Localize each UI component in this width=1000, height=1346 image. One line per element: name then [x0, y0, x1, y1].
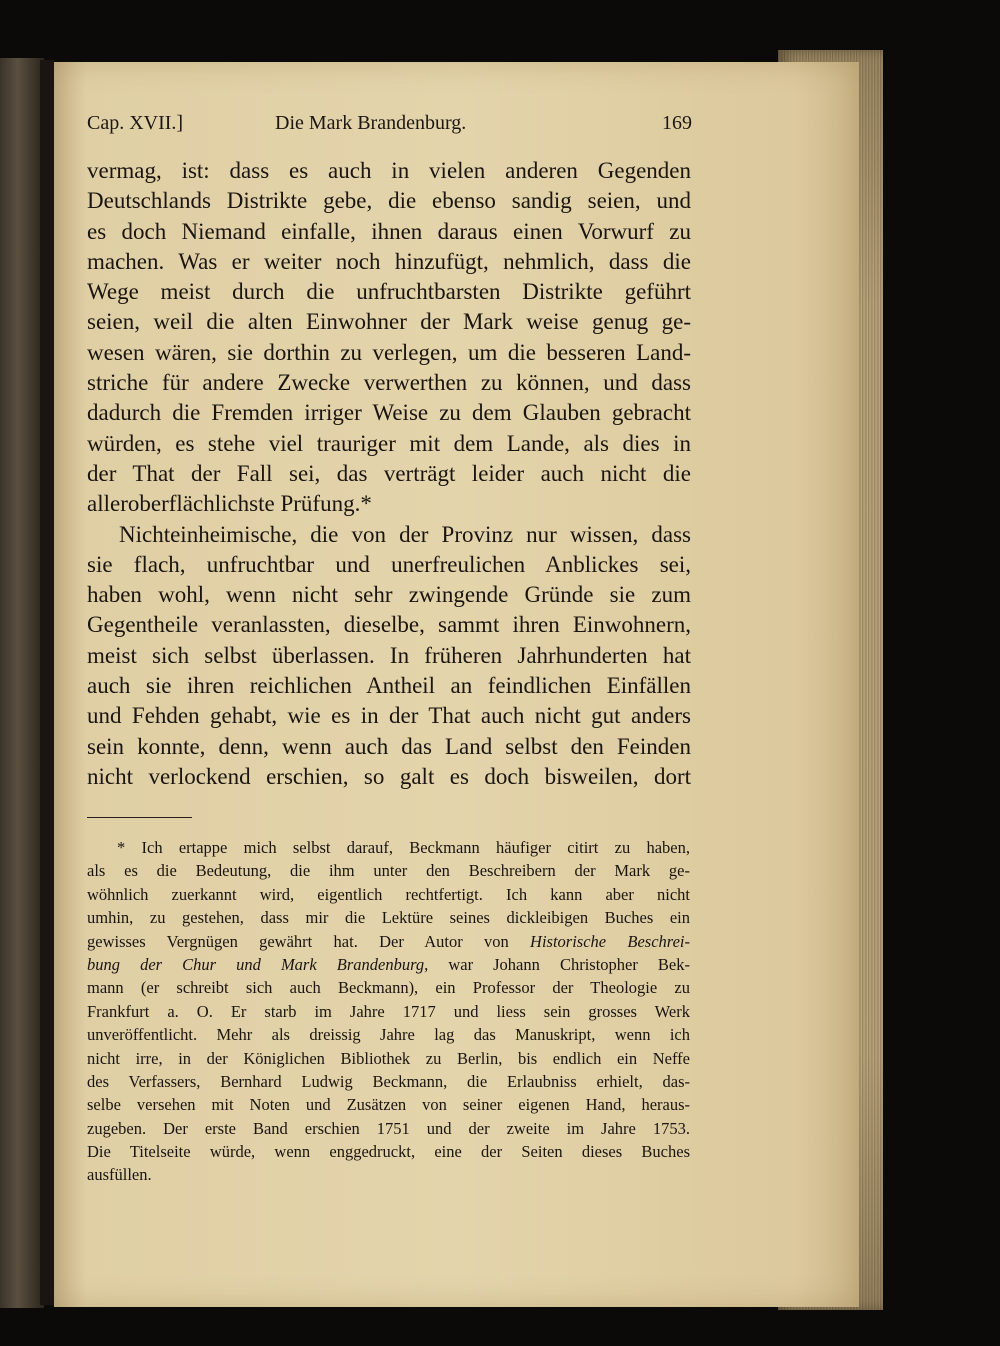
- running-header: [87, 112, 692, 140]
- text-line: alleroberflächlichste Prüfung.*: [87, 491, 372, 517]
- text-line: sein konnte, denn, wenn auch das Land selbst den Feinden: [87, 733, 691, 759]
- book-title-italic: bung der Chur und Mark Brandenburg: [87, 954, 425, 974]
- footnote-line: des Verfassers, Bernhard Ludwig Beckmann, die Erlaubniss erhielt, das-: [87, 1071, 690, 1091]
- page-number: 169: [662, 112, 692, 134]
- text-line: striche für andere Zwecke verwerthen zu können, und dass: [87, 370, 691, 396]
- text-line: Gegentheile veranlassten, dieselbe, sammt ihren Einwohnern,: [87, 612, 691, 638]
- footnote-line: zugeben. Der erste Band erschien 1751 und der zweite im Jahre 1753.: [87, 1118, 690, 1138]
- text-line: wesen wären, sie dorthin zu verlegen, um die besseren Land-: [87, 339, 691, 365]
- footnote-line: wöhnlich zuerkannt wird, eigentlich rechtfertigt. Ich kann aber nicht: [87, 884, 690, 904]
- text-line: haben wohl, wenn nicht sehr zwingende Gründe sie zum: [87, 582, 691, 608]
- text-line: Nichteinheimische, die von der Provinz nur wissen, dass: [119, 521, 691, 547]
- text-line: es doch Niemand einfalle, ihnen daraus einen Vorwurf zu: [87, 218, 691, 244]
- footnote-line: ausfüllen.: [87, 1165, 152, 1185]
- main-text: [87, 156, 691, 792]
- binding-gutter: [40, 60, 54, 1305]
- footnote-rule: [87, 817, 192, 818]
- left-page-edge: [0, 58, 44, 1308]
- text-line: vermag, ist: dass es auch in vielen anderen Gegenden: [87, 158, 691, 183]
- footnote: [87, 836, 690, 1187]
- text-line: machen. Was er weiter noch hinzufügt, nehmlich, dass die: [87, 248, 691, 274]
- text-line: dadurch die Fremden irriger Weise zu dem Glauben gebracht: [87, 400, 691, 426]
- text-line: Deutschlands Distrikte gebe, die ebenso sandig seien, und: [87, 188, 691, 214]
- footnote-line: selbe versehen mit Noten und Zusätzen von seiner eigenen Hand, heraus-: [87, 1095, 690, 1115]
- footnote-line: unveröffentlicht. Mehr als dreissig Jahre lag das Manuskript, wenn ich: [87, 1025, 690, 1045]
- text-line: und Fehden gehabt, wie es in der That auch nicht gut anders: [87, 703, 691, 729]
- text-line: Wege meist durch die unfruchtbarsten Distrikte geführt: [87, 279, 691, 305]
- footnote-line: Frankfurt a. O. Er starb im Jahre 1717 und liess sein grosses Werk: [87, 1001, 690, 1021]
- running-title: Die Mark Brandenburg.: [275, 112, 467, 134]
- footnote-line: als es die Bedeutung, die ihm unter den Beschreibern der Mark ge-: [87, 861, 690, 881]
- text-line: der That der Fall sei, das verträgt leider auch nicht die: [87, 460, 691, 486]
- footnote-line: bung der Chur und Mark Brandenburg, war Johann Christopher Bek-: [87, 954, 690, 974]
- chapter-label: Cap. XVII.]: [87, 112, 184, 134]
- footnote-line: gewisses Vergnügen gewährt hat. Der Autor von Historische Beschrei-: [87, 931, 691, 951]
- text-line: seien, weil die alten Einwohner der Mark weise genug ge-: [87, 309, 691, 335]
- footnote-line: umhin, zu gestehen, dass mir die Lektüre seines dickleibigen Buches ein: [87, 908, 690, 928]
- text-line: nicht verlockend erschien, so galt es doch bisweilen, dort: [87, 763, 691, 789]
- text-line: meist sich selbst überlassen. In früheren Jahrhunderten hat: [87, 642, 691, 668]
- text-line: auch sie ihren reichlichen Antheil an feindlichen Einfällen: [87, 673, 691, 699]
- footnote-line: Die Titelseite würde, wenn enggedruckt, eine der Seiten dieses Buches: [87, 1142, 690, 1162]
- footnote-line: mann (er schreibt sich auch Beckmann), ein Professor der Theologie zu: [87, 978, 690, 998]
- text-line: sie flach, unfruchtbar und unerfreulichen Anblickes sei,: [87, 551, 691, 577]
- book-title-italic: Historische Beschrei-: [530, 931, 691, 951]
- text-line: würden, es stehe viel trauriger mit dem Lande, als dies in: [87, 430, 691, 456]
- footnote-line: nicht irre, in der Königlichen Bibliothek zu Berlin, bis endlich ein Neffe: [87, 1048, 690, 1068]
- footnote-line: * Ich ertappe mich selbst darauf, Beckmann häufiger citirt zu haben,: [117, 838, 690, 857]
